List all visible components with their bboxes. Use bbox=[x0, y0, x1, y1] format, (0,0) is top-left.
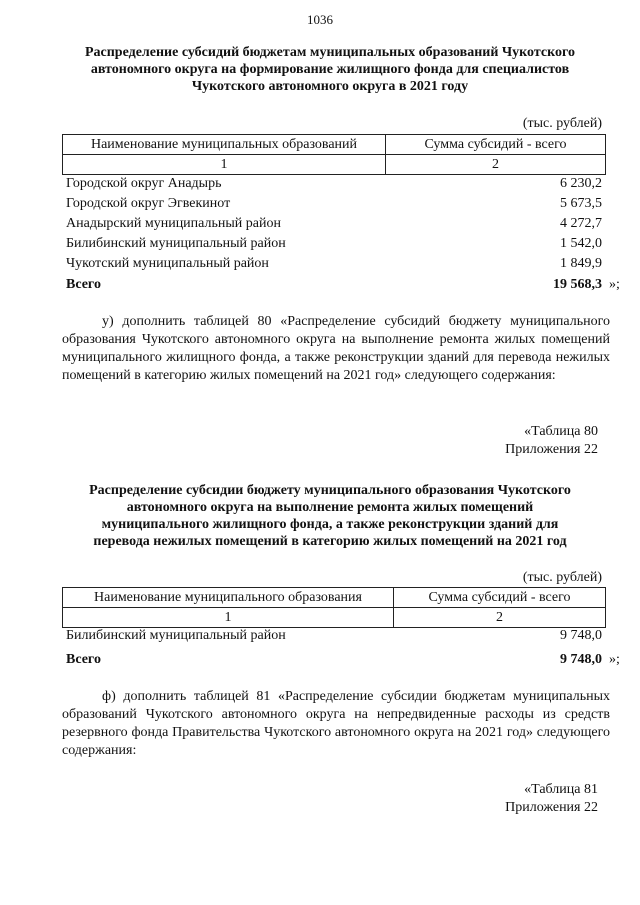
table79-col1-header: Наименование муниципальных образований bbox=[63, 135, 386, 155]
row-value: 6 230,2 bbox=[560, 176, 602, 191]
table79-title-line: Распределение субсидий бюджетам муниципальных образований Чукотского bbox=[84, 45, 576, 60]
total-label: Всего bbox=[66, 652, 101, 667]
table-row bbox=[66, 254, 602, 274]
table-ref-line: «Таблица 80 bbox=[524, 424, 598, 439]
table79-col1-num: 1 bbox=[63, 155, 386, 175]
table80-title-line: автономного округа на выполнение ремонта жилых помещений bbox=[126, 500, 534, 515]
row-value: 9 748,0 bbox=[560, 628, 602, 643]
table80-col2-header: Сумма субсидий - всего bbox=[394, 588, 606, 608]
table79-col2-header: Сумма субсидий - всего bbox=[386, 135, 606, 155]
table80-unit: (тыс. рублей) bbox=[522, 570, 602, 585]
total-label: Всего bbox=[66, 277, 101, 292]
row-name: Городской округ Эгвекинот bbox=[66, 196, 231, 211]
closing-quote: »; bbox=[609, 277, 620, 292]
table80-col2-num: 2 bbox=[394, 608, 606, 628]
table-ref-line: «Таблица 81 bbox=[524, 782, 598, 797]
table80-col1-num: 1 bbox=[63, 608, 394, 628]
row-name: Городской округ Анадырь bbox=[66, 176, 222, 191]
table79-title-line: Чукотского автономного округа в 2021 году bbox=[191, 79, 469, 94]
row-name: Чукотский муниципальный район bbox=[66, 256, 269, 271]
table79-title-line: автономного округа на формирование жилищного фонда для специалистов bbox=[90, 62, 570, 77]
table80-title-line: перевода нежилых помещений в категорию жилых помещений на 2021 год bbox=[93, 534, 567, 549]
table-row bbox=[66, 194, 602, 214]
row-name: Билибинский муниципальный район bbox=[66, 628, 286, 643]
row-name: Билибинский муниципальный район bbox=[66, 236, 286, 251]
table80-col1-header: Наименование муниципального образования bbox=[63, 588, 394, 608]
table-row bbox=[66, 214, 602, 234]
table-row bbox=[66, 234, 602, 254]
table80-reference bbox=[505, 423, 598, 459]
table80-title-line: муниципального жилищного фонда, а также реконструкции зданий для bbox=[101, 517, 559, 532]
table79-total-row bbox=[66, 275, 602, 295]
row-name: Анадырский муниципальный район bbox=[66, 216, 281, 231]
row-value: 5 673,5 bbox=[560, 196, 602, 211]
table79-col2-num: 2 bbox=[386, 155, 606, 175]
closing-quote: »; bbox=[609, 652, 620, 667]
row-value: 4 272,7 bbox=[560, 216, 602, 231]
table80-title-line: Распределение субсидии бюджету муниципального образования Чукотского bbox=[89, 483, 571, 498]
table81-reference bbox=[505, 781, 598, 817]
total-value: 9 748,0 bbox=[560, 652, 602, 667]
appendix-ref-line: Приложения 22 bbox=[505, 800, 598, 815]
row-value: 1 849,9 bbox=[560, 256, 602, 271]
total-value: 19 568,3 bbox=[553, 277, 602, 292]
page-number: 1036 bbox=[307, 12, 333, 27]
table80-title bbox=[40, 482, 620, 550]
paragraph-u: у) дополнить таблицей 80 «Распределение субсидий бюджету муниципального образования Чукотского автономного округа на выполнение ремонта жилых помещений муниципального жилищного фонда, а также реконструкции зданий для перевода нежилых помещений в категорию жилых помещений на 2021 год» следующего содержания: bbox=[62, 314, 610, 383]
appendix-ref-line: Приложения 22 bbox=[505, 442, 598, 457]
table79-unit: (тыс. рублей) bbox=[522, 116, 602, 131]
table-row bbox=[66, 626, 602, 646]
table79-header bbox=[62, 134, 606, 175]
table79-title bbox=[40, 44, 620, 95]
table80-header bbox=[62, 587, 606, 628]
table80-total-row bbox=[66, 650, 602, 670]
row-value: 1 542,0 bbox=[560, 236, 602, 251]
table-row bbox=[66, 174, 602, 194]
paragraph-f: ф) дополнить таблицей 81 «Распределение субсидии бюджетам муниципальных образований Чукотского автономного округа на непредвиденные расходы из средств резервного фонда Правительства Чукотского автономного округа на 2021 год» следующего содержания: bbox=[62, 689, 610, 758]
